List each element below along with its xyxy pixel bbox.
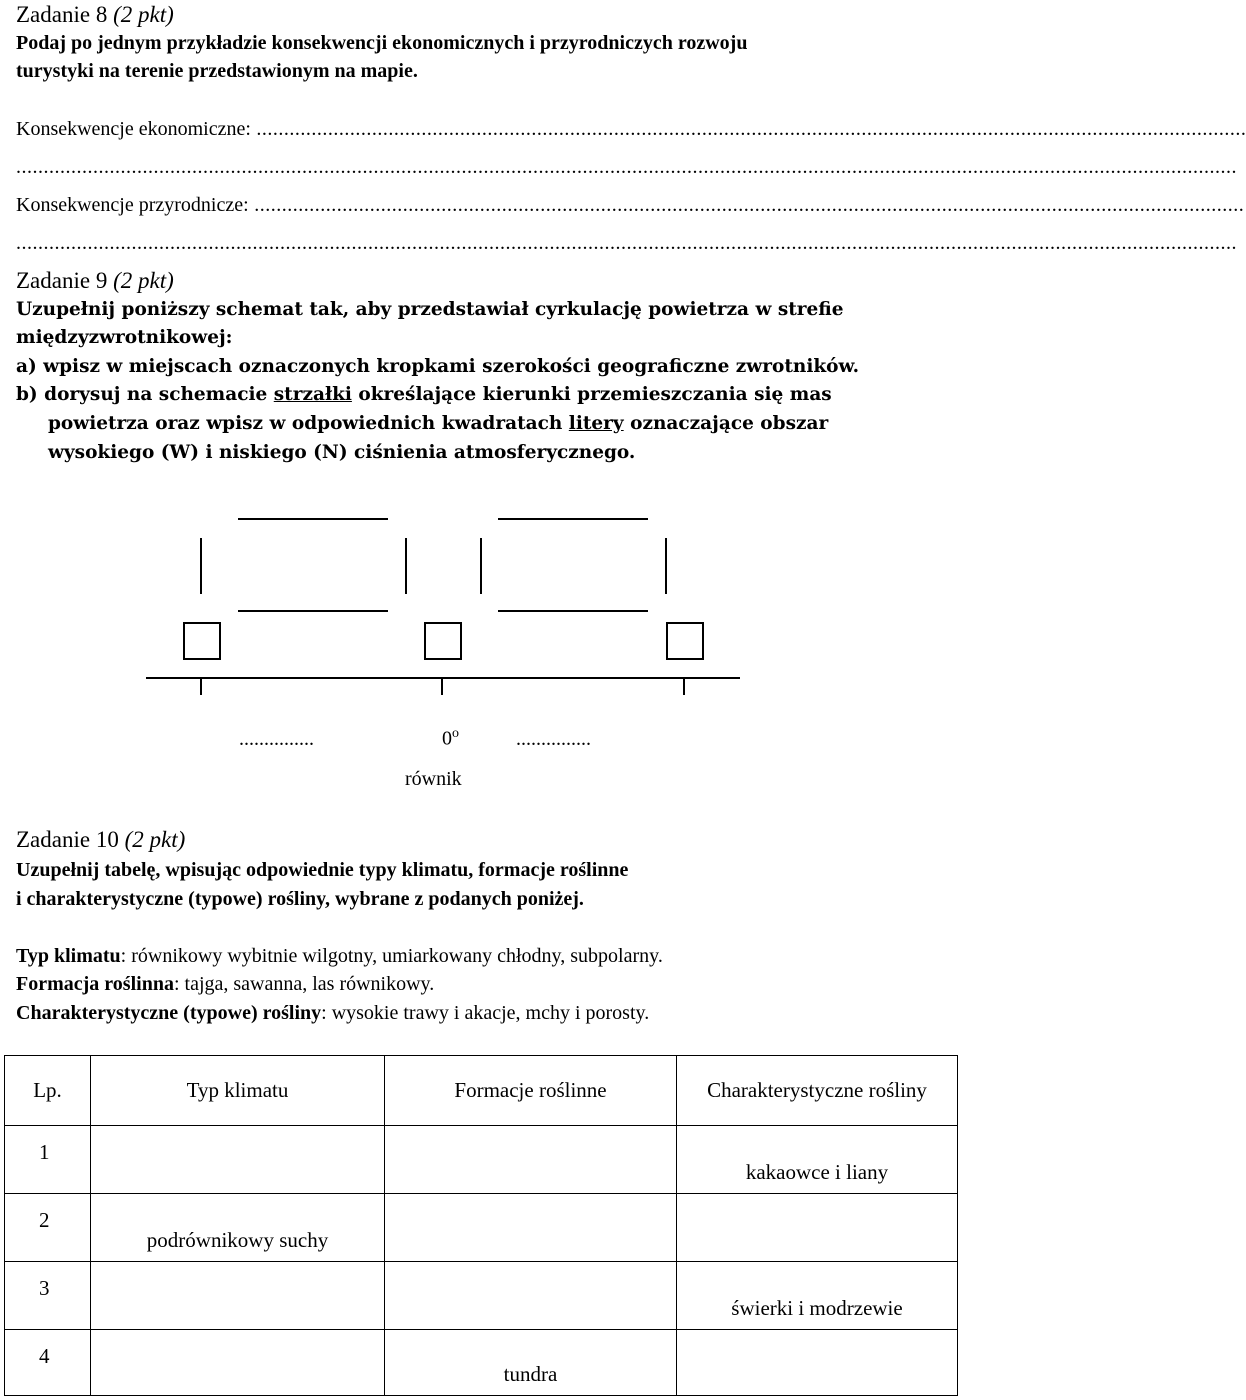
task8-prompt-line1: Podaj po jednym przykładzie konsekwencji ekonomicznych i przyrodniczych rozwoju — [16, 32, 748, 54]
climate-table — [4, 1055, 958, 1396]
tick-right — [683, 679, 685, 695]
task8-title: Zadanie 8 — [16, 2, 108, 27]
table-row — [5, 1126, 958, 1194]
item-b-line2-pre: powietrza oraz wpisz w odpowiednich kwadratach — [48, 413, 569, 434]
nature-label: Konsekwencje przyrodnicze: — [16, 194, 249, 216]
item-b-underline-arrows: strzałki — [273, 384, 352, 405]
row-formation-input[interactable] — [385, 1126, 677, 1194]
cell-bottom-left — [238, 610, 388, 612]
latitude-zero — [442, 726, 459, 751]
table-row — [5, 1194, 958, 1262]
row-lp: 3 — [5, 1262, 91, 1330]
task10-heading — [16, 827, 185, 853]
cell-side-4 — [665, 538, 667, 594]
row-plants: kakaowce i liany — [677, 1126, 958, 1194]
econ-label: Konsekwencje ekonomiczne: — [16, 118, 251, 140]
item-b-pre: b) dorysuj na schemacie — [16, 384, 274, 405]
formation-options-list: : tajga, sawanna, las równikowy. — [173, 973, 435, 995]
task8-heading — [16, 2, 174, 28]
climate-options — [16, 945, 663, 968]
ground-line — [146, 677, 740, 679]
tick-left — [200, 679, 202, 695]
task9-item-b-line2 — [48, 413, 828, 434]
cell-side-1 — [200, 538, 202, 594]
row-climate: podrównikowy suchy — [91, 1194, 385, 1262]
nature-answer-line-2[interactable]: .............................................................................................................................................................................................................................. — [16, 232, 1237, 254]
row-lp: 4 — [5, 1330, 91, 1396]
cell-side-3 — [480, 538, 482, 594]
equator-label: równik — [405, 768, 462, 790]
row-plants-input[interactable] — [677, 1330, 958, 1396]
table-row — [5, 1330, 958, 1396]
formation-options — [16, 973, 434, 996]
latitude-right-dots[interactable]: ............... — [516, 728, 591, 750]
row-formation-input[interactable] — [385, 1262, 677, 1330]
plants-options — [16, 1002, 649, 1025]
item-b-line2-post: oznaczające obszar — [623, 413, 829, 434]
row-plants: świerki i modrzewie — [677, 1262, 958, 1330]
task9-item-b-line1 — [16, 384, 832, 405]
task9-item-b-line3: wysokiego (W) i niskiego (N) ciśnienia atmosferycznego. — [48, 442, 636, 463]
pressure-box-center[interactable] — [424, 622, 462, 660]
cell-top-right — [498, 518, 648, 520]
row-climate-input[interactable] — [91, 1330, 385, 1396]
task10-title: Zadanie 10 — [16, 827, 119, 852]
zero-label: 0 — [442, 727, 452, 750]
plants-options-label: Charakterystyczne (typowe) rośliny — [16, 1002, 322, 1024]
row-climate-input[interactable] — [91, 1126, 385, 1194]
econ-answer-line-2[interactable]: .............................................................................................................................................................................................................................. — [16, 156, 1237, 178]
task9-item-a: a) wpisz w miejscach oznaczonych kropkami szerokości geograficzne zwrotników. — [16, 356, 860, 377]
formation-options-label: Formacja roślinna — [16, 973, 174, 995]
item-b-post: określające kierunki przemieszczania się mas — [351, 384, 832, 405]
table-row — [5, 1262, 958, 1330]
task9-intro-line2: międzyzwrotnikowej: — [16, 327, 233, 348]
climate-options-list: : równikowy wybitnie wilgotny, umiarkowany chłodny, subpolarny. — [120, 945, 663, 967]
task9-intro-line1: Uzupełnij poniższy schemat tak, aby przedstawiał cyrkulację powietrza w strefie — [16, 299, 844, 320]
nature-answer-line[interactable]: Konsekwencje przyrodnicze: .................................................................................................................................................................................... — [16, 194, 1245, 216]
header-climate: Typ klimatu — [91, 1056, 385, 1126]
econ-answer-line[interactable]: Konsekwencje ekonomiczne: .................................................................................................................................................................................... — [16, 118, 1246, 140]
climate-options-label: Typ klimatu — [16, 945, 121, 967]
cell-top-left — [238, 518, 388, 520]
cell-side-2 — [405, 538, 407, 594]
header-lp: Lp. — [5, 1056, 91, 1126]
row-lp: 2 — [5, 1194, 91, 1262]
row-plants-input[interactable] — [677, 1194, 958, 1262]
pressure-box-right[interactable] — [666, 622, 704, 660]
header-formation: Formacje roślinne — [385, 1056, 677, 1126]
task9-title: Zadanie 9 — [16, 268, 108, 293]
row-lp: 1 — [5, 1126, 91, 1194]
item-b-underline-letters: litery — [568, 413, 624, 434]
plants-options-list: : wysokie trawy i akacje, mchy i porosty. — [321, 1002, 650, 1024]
pressure-box-left[interactable] — [183, 622, 221, 660]
table-header-row — [5, 1056, 958, 1126]
header-plants: Charakterystyczne rośliny — [677, 1056, 958, 1126]
task10-intro-line2: i charakterystyczne (typowe) rośliny, wybrane z podanych poniżej. — [16, 888, 584, 910]
task9-heading — [16, 268, 174, 294]
tick-center — [441, 679, 443, 695]
task8-prompt-line2: turystyki na terenie przedstawionym na mapie. — [16, 60, 418, 82]
task9-points: (2 pkt) — [113, 268, 174, 293]
row-formation: tundra — [385, 1330, 677, 1396]
row-climate-input[interactable] — [91, 1262, 385, 1330]
task8-points: (2 pkt) — [113, 2, 174, 27]
task10-intro-line1: Uzupełnij tabelę, wpisując odpowiednie typy klimatu, formacje roślinne — [16, 859, 629, 881]
row-formation-input[interactable] — [385, 1194, 677, 1262]
latitude-left-dots[interactable]: ............... — [239, 728, 314, 750]
task10-points: (2 pkt) — [124, 827, 186, 852]
degree-sup: o — [452, 726, 459, 741]
cell-bottom-right — [498, 610, 648, 612]
